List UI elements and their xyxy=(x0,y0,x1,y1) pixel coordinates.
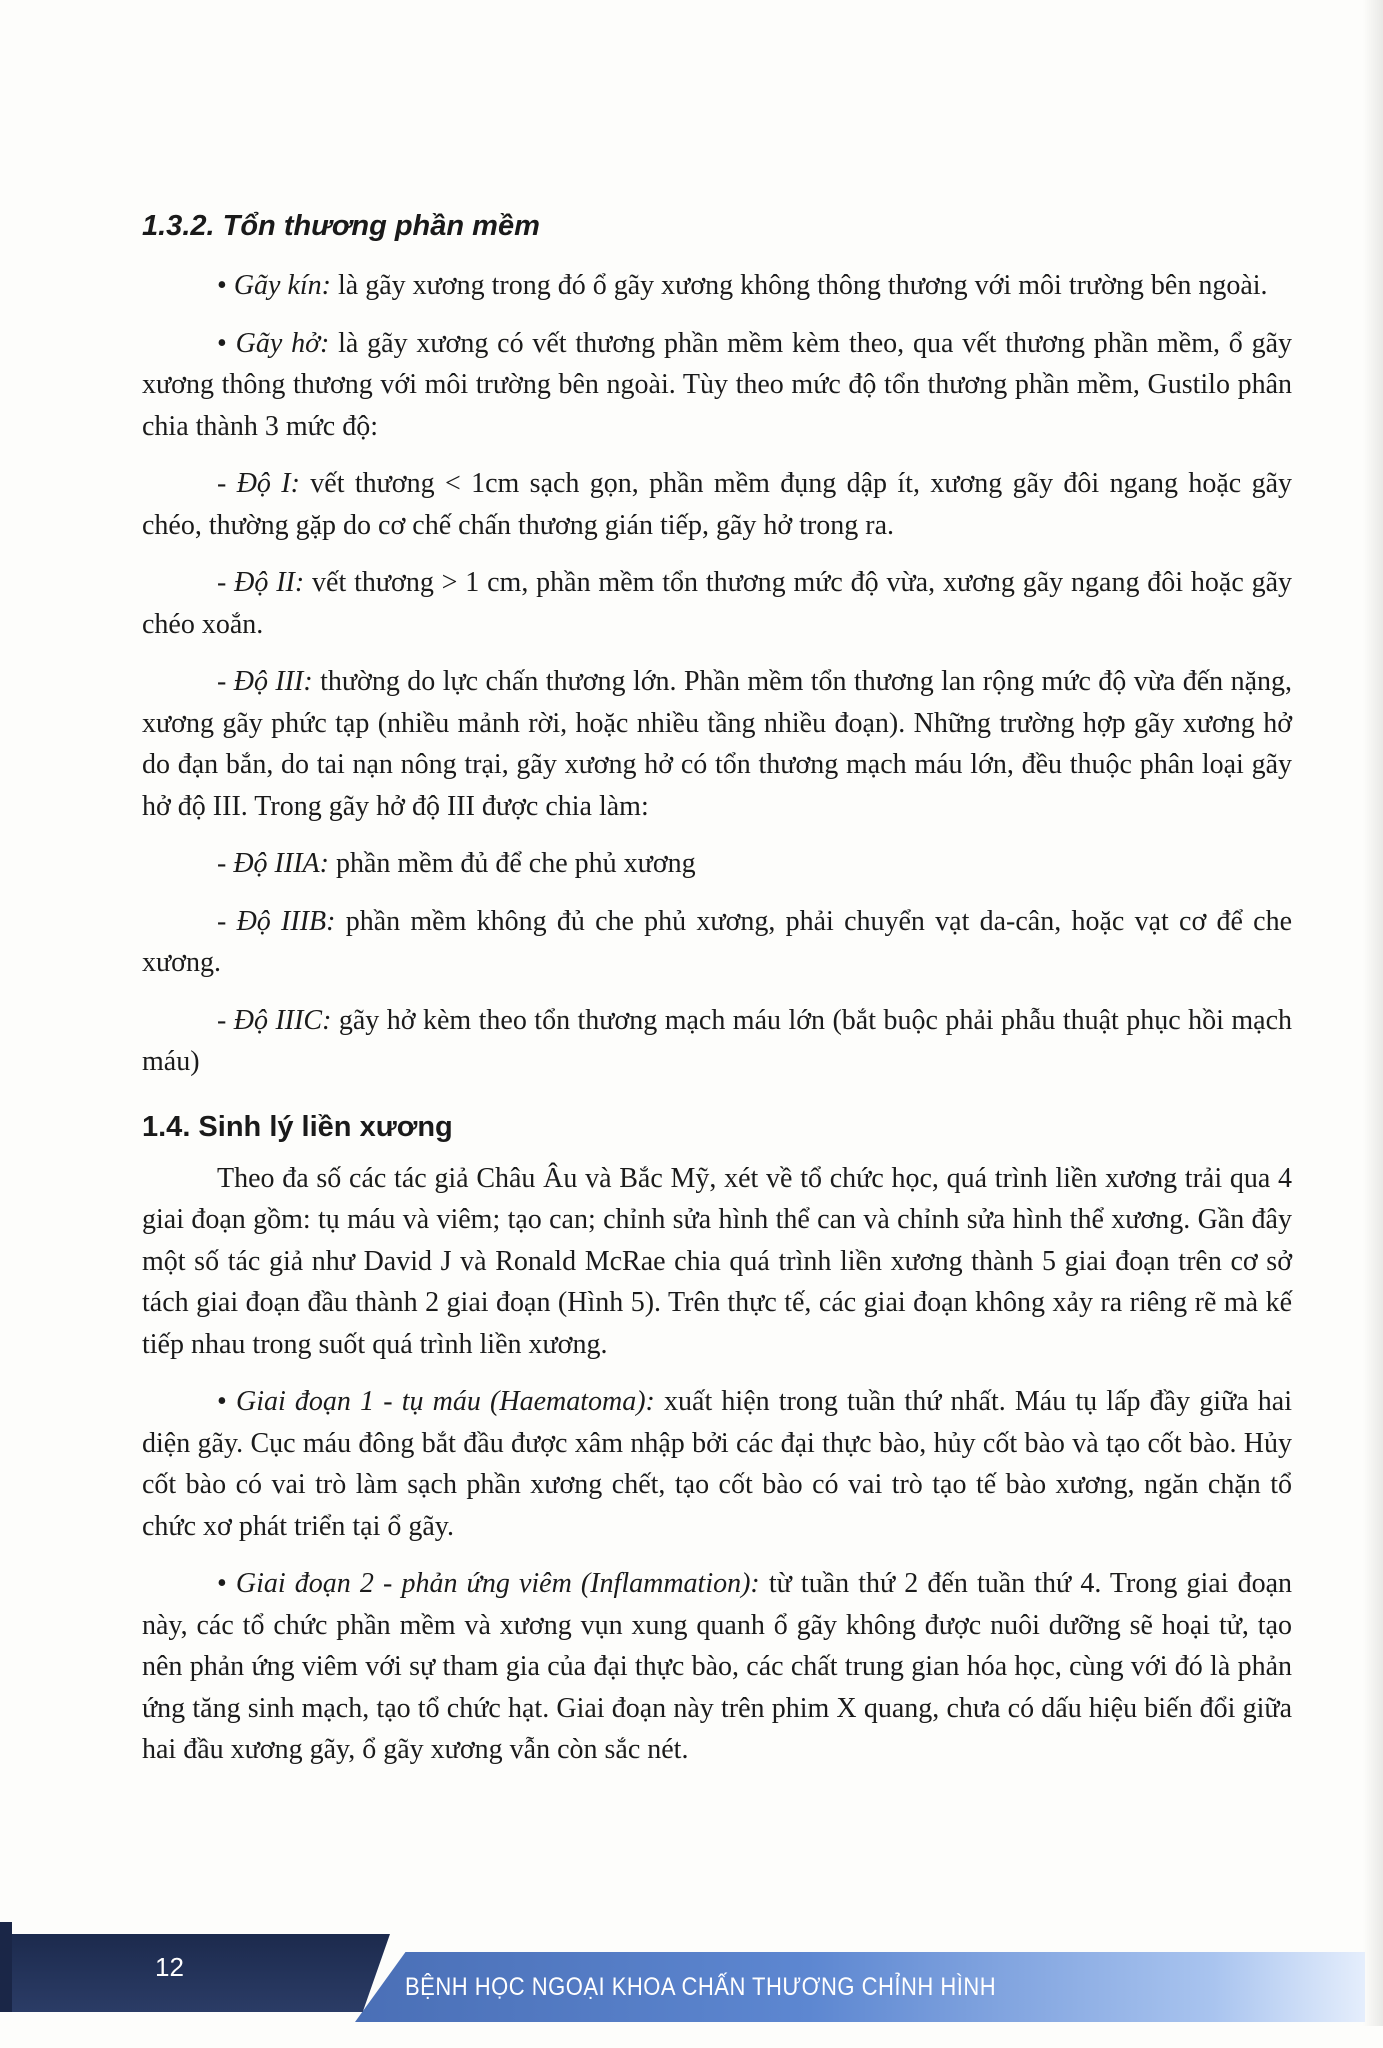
paragraph-grade-iiia xyxy=(142,843,1292,885)
text-grade-ii: vết thương > 1 cm, phần mềm tổn thương mức độ vừa, xương gãy ngang đôi hoặc gãy chéo xoắn. xyxy=(142,567,1293,640)
term-open-fracture: Gãy hở: xyxy=(235,327,330,359)
term-grade-ii: Độ II: xyxy=(234,567,305,598)
text-open-fracture: là gãy xương có vết thương phần mềm kèm theo, qua vết thương phần mềm, ổ gãy xương thông thương với môi trường bên ngoài. Tùy theo mức độ tổn thương phần mềm, Gustilo phân chia thành 3 mức độ: xyxy=(142,327,1292,442)
footer-dark-tab xyxy=(0,1934,390,2012)
term-closed-fracture: Gãy kín: xyxy=(233,270,331,301)
dash-marker: - xyxy=(217,848,234,879)
paragraph-open-fracture xyxy=(142,323,1292,448)
paragraph-grade-iiib xyxy=(142,901,1292,984)
paragraph-grade-ii xyxy=(142,562,1292,645)
dash-marker: - xyxy=(217,666,234,697)
paragraph-grade-iii xyxy=(142,661,1292,827)
term-grade-iiic: Độ IIIC: xyxy=(233,1004,332,1036)
text-grade-iiic: gãy hở kèm theo tổn thương mạch máu lớn (bắt buộc phải phẫu thuật phục hồi mạch máu) xyxy=(142,1004,1292,1077)
text-closed-fracture: là gãy xương trong đó ổ gãy xương không thông thương với môi trường bên ngoài. xyxy=(331,270,1268,301)
paragraph-stage-1 xyxy=(142,1381,1292,1547)
bullet-icon: • xyxy=(217,327,227,359)
term-stage-1: Giai đoạn 1 - tụ máu (Haematoma): xyxy=(235,1386,655,1417)
paragraph-grade-iiic xyxy=(142,1000,1292,1083)
dash-marker: - xyxy=(217,905,237,937)
page-number: 12 xyxy=(155,1952,184,1982)
text-grade-iiib: phần mềm không đủ che phủ xương, phải chuyển vạt da-cân, hoặc vạt cơ để che xương. xyxy=(142,905,1293,978)
running-title: BỆNH HỌC NGOẠI KHOA CHẤN THƯƠNG CHỈNH HÌNH xyxy=(405,1972,997,2001)
term-grade-iiib: Độ IIIB: xyxy=(236,905,336,937)
term-grade-iii: Độ III: xyxy=(233,666,313,697)
bullet-icon: • xyxy=(217,1568,227,1599)
term-stage-2: Giai đoạn 2 - phản ứng viêm (Inflammation): xyxy=(235,1568,760,1599)
footer-bottom-margin xyxy=(0,2026,1383,2048)
term-grade-i: Độ I: xyxy=(236,468,300,499)
paragraph-grade-i xyxy=(142,463,1292,546)
section-heading-1-3-2: 1.3.2. Tổn thương phần mềm xyxy=(142,210,540,242)
text-grade-iiia: phần mềm đủ để che phủ xương xyxy=(328,848,696,879)
page-edge-shadow xyxy=(1363,0,1383,2048)
text-stage-2: từ tuần thứ 2 đến tuần thứ 4. Trong giai đoạn này, các tổ chức phần mềm và xương vụn xung quanh ổ gãy không được nuôi dưỡng sẽ hoại tử, tạo nên phản ứng viêm với sự tham gia của đại thực bào, các chất trung gian hóa học, cùng với đó là phản ứng tăng sinh mạch, tạo tổ chức hạt. Giai đoạn này trên phim X quang, chưa có dấu hiệu biến đổi giữa hai đầu xương gãy, ổ gãy xương vẫn còn sắc nét. xyxy=(142,1568,1293,1765)
text-stage-1: xuất hiện trong tuần thứ nhất. Máu tụ lấp đầy giữa hai diện gãy. Cục máu đông bắt đầu được xâm nhập bởi các đại thực bào, hủy cốt bào và tạo cốt bào. Hủy cốt bào có vai trò làm sạch phần xương chết, tạo cốt bào có vai trò tạo tế bào xương, ngăn chặn tổ chức xơ phát triển tại ổ gãy. xyxy=(142,1386,1293,1542)
paragraph-closed-fracture xyxy=(142,265,1292,307)
dash-marker: - xyxy=(217,567,235,598)
section-heading-1-4: 1.4. Sinh lý liền xương xyxy=(142,1110,453,1143)
footer-left-marker xyxy=(0,1922,12,2012)
term-grade-iiia: Độ IIIA: xyxy=(233,848,329,879)
text-grade-i: vết thương < 1cm sạch gọn, phần mềm đụng dập ít, xương gãy đôi ngang hoặc gãy chéo, thường gặp do cơ chế chấn thương gián tiếp, gãy hở trong ra. xyxy=(142,468,1292,541)
paragraph-stage-2 xyxy=(142,1563,1292,1771)
bullet-icon: • xyxy=(217,270,227,301)
paragraph-bone-healing-intro: Theo đa số các tác giả Châu Âu và Bắc Mỹ, xét về tổ chức học, quá trình liền xương trải qua 4 giai đoạn gồm: tụ máu và viêm; tạo can; chỉnh sửa hình thể can và chỉnh sửa hình thể xương. Gần đây một số tác giả như David J và Ronald McRae chia quá trình liền xương thành 5 giai đoạn trên cơ sở tách giai đoạn đầu thành 2 giai đoạn (Hình 5). Trên thực tế, các giai đoạn không xảy ra riêng rẽ mà kế tiếp nhau trong suốt quá trình liền xương. xyxy=(142,1162,1292,1360)
bullet-icon: • xyxy=(217,1386,227,1417)
page-content xyxy=(142,195,1292,1787)
dash-marker: - xyxy=(217,468,237,499)
page-footer xyxy=(0,1922,1383,2048)
dash-marker: - xyxy=(217,1004,234,1036)
text-grade-iii: thường do lực chấn thương lớn. Phần mềm tổn thương lan rộng mức độ vừa đến nặng, xương gãy phức tạp (nhiều mảnh rời, hoặc nhiều tầng nhiều đoạn). Những trường hợp gãy xương hở do đạn bắn, do tai nạn nông trại, gãy xương hở có tổn thương mạch máu lớn, đều thuộc phân loại gãy hở độ III. Trong gãy hở độ III được chia làm: xyxy=(142,666,1292,822)
